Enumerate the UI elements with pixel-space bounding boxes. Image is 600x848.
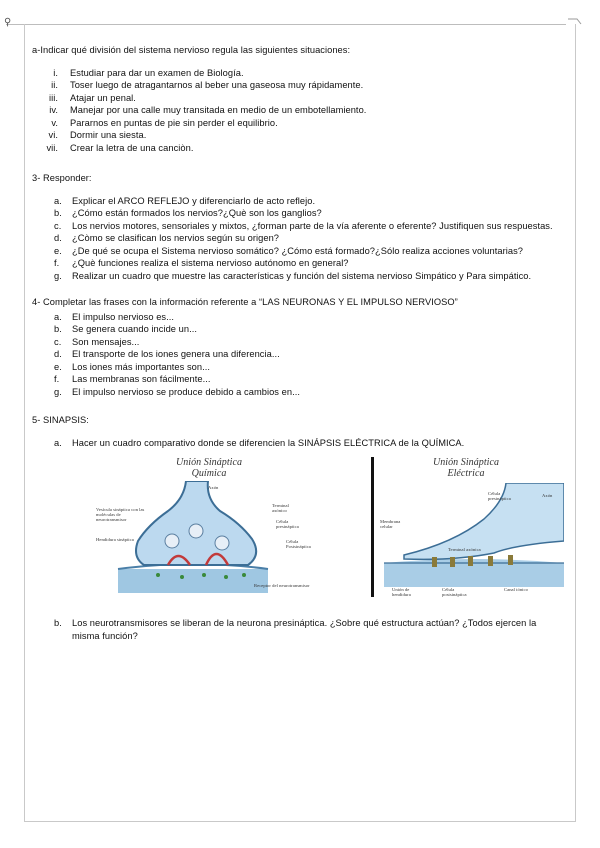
list-item: c. Son mensajes... — [54, 336, 140, 347]
label-gap-junction: Unión de hendidura — [392, 587, 411, 597]
section-a-list — [32, 67, 562, 155]
list-item: a. Hacer un cuadro comparativo donde se diferencien la SINÁPSIS ELÉCTRICA de la QUÍMICA. — [54, 437, 465, 448]
label-terminal-electrical: Terminal axónica — [448, 547, 481, 552]
list-item: ii. Toser luego de atragantarnos al beber una gaseosa muy rápidamente. — [51, 80, 364, 90]
section-5-title: 5- SINAPSIS: — [32, 415, 89, 425]
section-4-title: 4- Completar las frases con la información referente a “LAS NEURONAS Y EL IMPULSO NERVIOSO” — [32, 297, 458, 307]
section-5-list-b — [32, 617, 562, 642]
section-a-intro: a-Indicar qué división del sistema nervioso regula las siguientes situaciones: — [32, 45, 351, 55]
label-receptor: Receptor del neurotransmisor — [254, 583, 310, 588]
section-4-list — [32, 311, 562, 399]
label-axon-electrical: Axón — [542, 493, 553, 498]
page-corner-fold-icon — [568, 18, 582, 32]
list-item: vi. Dormir una siesta. — [48, 130, 147, 140]
synapse-figure — [96, 455, 566, 605]
list-item: f. ¿Què funciones realiza el sistema nervioso autónomo en general? — [54, 258, 349, 268]
list-item: iii. Atajar un penal. — [49, 92, 136, 103]
list-item: c. Los nervios motores, sensoriales y mixtos, ¿forman parte de la vía aferente o eferente? Justifiquen sus respuestas. — [54, 220, 553, 231]
label-synaptic-cleft: Hendidura sináptica — [96, 537, 134, 542]
list-item: a. Explicar el ARCO REFLEJO y diferenciarlo de acto reflejo. — [54, 195, 316, 206]
list-item: a. El impulso nervioso es... — [54, 311, 175, 322]
list-item: vii. Crear la letra de una canciòn. — [46, 142, 194, 153]
anchor-icon: ⚲ — [4, 17, 12, 28]
list-item: g. El impulso nervioso se produce debido a cambios en... — [54, 386, 300, 397]
label-cell-membrane: Membrana celular — [380, 519, 401, 529]
section-3-title: 3- Responder: — [32, 173, 92, 183]
section-3-list — [32, 195, 562, 283]
label-postsynaptic-chemical: Célula Postsináptica — [286, 539, 311, 549]
label-axon-chemical: Axón — [208, 485, 219, 490]
label-terminal-axonic: Terminal axónico — [272, 503, 289, 513]
list-item: v. Pararnos en puntas de pie sin perder el equilibrio. — [51, 117, 278, 128]
label-vesicle: Vesícula sináptica con las moléculas de neurotransmisor — [96, 507, 145, 522]
figure-divider — [371, 457, 374, 597]
list-item: d. ¿Còmo se clasifican los nervios según su origen? — [54, 233, 280, 243]
label-presynaptic-electrical: Célula presináptica — [488, 491, 511, 501]
list-item: i. Estudiar para dar un examen de Biología. — [53, 67, 244, 78]
list-item: b. ¿Cómo están formados los nervios?¿Què son los ganglios? — [54, 208, 322, 218]
list-item: b. Los neurotransmisores se liberan de la neurona presináptica. ¿Sobre qué estructura actúan? ¿Todos ejercen la misma función? — [54, 618, 537, 641]
section-5-list — [32, 437, 562, 450]
chemical-synapse-title: Unión Sináptica Química — [175, 457, 243, 479]
label-presynaptic-chemical: Célula presináptica — [276, 519, 299, 529]
list-item: e. ¿De qué se ocupa el Sistema nervioso somático? ¿Cómo está formado?¿Sólo realiza acciones voluntarias? — [54, 245, 524, 256]
list-item: g. Realizar un cuadro que muestre las características y función del sistema nervioso Simpático y Para simpático. — [54, 270, 532, 281]
electrical-synapse-illustration — [384, 483, 564, 599]
list-item: iv. Manejar por una calle muy transitada en medio de un embotellamiento. — [49, 105, 367, 115]
worksheet-content — [32, 44, 562, 642]
chemical-synapse-illustration — [98, 481, 360, 599]
label-postsynaptic-electrical: Célula postsináptica — [442, 587, 467, 597]
list-item: e. Los iones más importantes son... — [54, 361, 211, 372]
electrical-synapse-title: Unión Sináptica Eléctrica — [432, 457, 500, 479]
list-item: d. El transporte de los iones genera una diferencia... — [54, 349, 280, 359]
list-item: b. Se genera cuando incide un... — [54, 324, 197, 334]
label-ion-channel: Canal iónico — [504, 587, 528, 592]
list-item: f. Las membranas son fácilmente... — [54, 374, 211, 384]
